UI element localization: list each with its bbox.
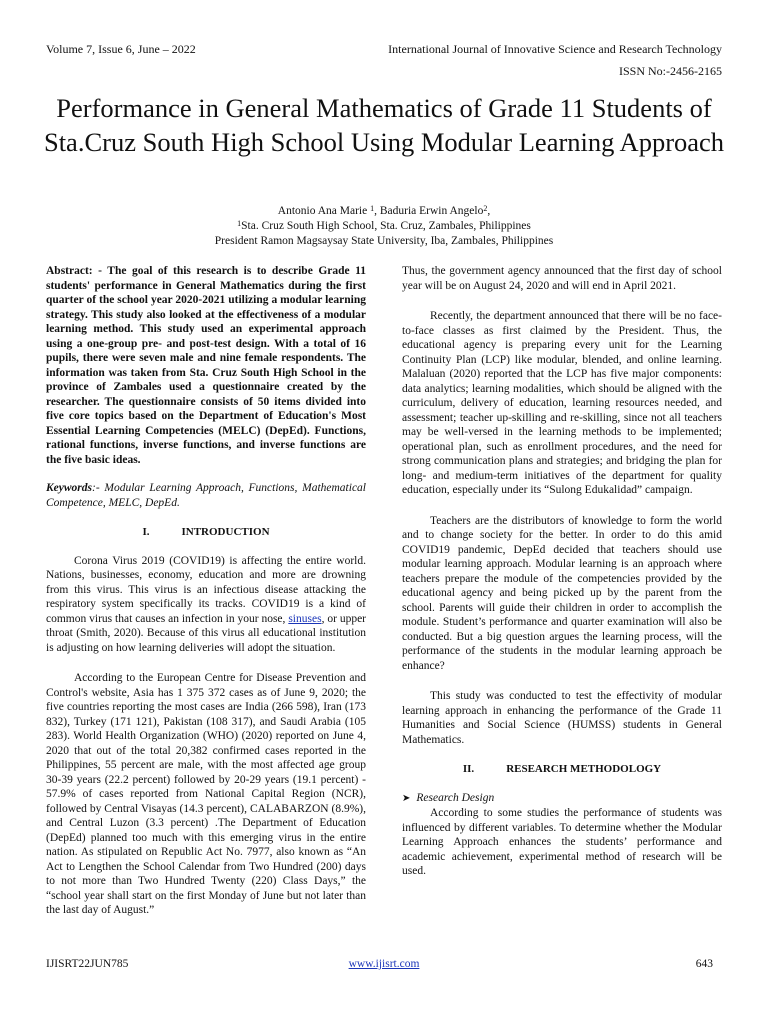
affiliation-sup: 1 xyxy=(237,219,242,228)
intro-paragraph-1 xyxy=(46,554,366,656)
affiliation-text: Sta. Cruz South High School, Sta. Cruz, Zambales, Philippines xyxy=(241,220,531,232)
section-title: RESEARCH METHODOLOGY xyxy=(506,763,662,775)
author-sup: 2 xyxy=(483,204,488,213)
right-paragraph-1: Thus, the government agency announced that the first day of school year will be on August 24, 2020 and will end in April 2021. xyxy=(402,265,722,292)
author-block xyxy=(40,204,728,249)
subsection-title: Research Design xyxy=(416,791,495,804)
author-separator: , xyxy=(374,205,380,217)
paragraph-text: , or upper throat (Smith, 2020). Because of this virus all educational institution is adjusting on how learning deliveries will adopt the situation. xyxy=(46,612,367,654)
volume-issue: Volume 7, Issue 6, June – 2022 xyxy=(46,42,196,56)
author-name: Antonio Ana Marie xyxy=(277,205,368,217)
affiliation-2: President Ramon Magsaysay State University, Iba, Zambales, Philippines xyxy=(214,235,554,247)
methodology-paragraph: According to some studies the performance of students was influenced by different variables. To determine whether the Modular Learning Approach enhances the students’ performance and academic achievement, experimental method of research will be used. xyxy=(402,807,722,877)
right-column xyxy=(402,264,722,879)
section-title: INTRODUCTION xyxy=(181,526,270,538)
paper-title: Performance in General Mathematics of Grade 11 Students of Sta.Cruz South High School Using Modular Learning Approach xyxy=(43,93,725,157)
footer-code: IJISRT22JUN785 xyxy=(46,958,129,970)
keywords xyxy=(46,481,366,510)
author-sup: 1 xyxy=(370,204,375,213)
right-paragraph-2: Recently, the department announced that there will be no face-to-face classes as first claimed by the President. Thus, the educational agency is preparing every unit for the Learning Continuity Plan (LCP) like modular, blended, and online learning. Malaluan (2020) reported that the LCP has five major components: data analytics; learning modalities, which should be aligned with the curriculum, delivery of education, learning resources needed, and assessment; teacher up-skilling and re-skilling, since not all teachers may be well-versed in the learning methods to be implemented; operational plan, such as enrollment procedures, and the need for strong communication plans and strategies; and bridging the plan for long- and medium-term initiatives of the department for quality education, especially under its “Sulong Edukalidad” campaign. xyxy=(402,310,722,496)
intro-paragraph-2: According to the European Centre for Disease Prevention and Control's website, Asia has 1 375 372 cases as of June 9, 2020; the five countries reporting the most cases are India (266 598), Iran (173 832), Turkey (171 121), Pakistan (108 317), and Saudi Arabia (105 283). World Health Organization (WHO) (2020) reported on June 4, 2020 that out of the total 20,382 confirmed cases reported in the Philippines, 55 percent are male, with the most affected age group 30-39 years (22.2 percent) followed by 20-29 years (19.1 percent) - 57.9% of cases reported from National Capital Region (NCR), followed by Central Visayas (14.3 percent), CALABARZON (8.9%), and Central Luzon (3.3 percent) .The Department of Education (DepEd) planned too much with this emerging virus in the entire nation. As stipulated on Republic Act No. 7977, also known as “An Act to Lengthen the School Calendar from Two Hundred (200) days to not more than Two Hundred Twenty (220) Class Days,” the “school year shall start on the first Monday of June but not later than the last day of August.” xyxy=(46,672,366,916)
subsection-research-design xyxy=(402,791,722,807)
section-heading-introduction xyxy=(46,525,366,540)
sinuses-link[interactable]: sinuses xyxy=(288,612,322,625)
right-paragraph-3: Teachers are the distributors of knowledge to form the world and to change society for the better. In order to do this amid COVID19 pandemic, DepEd decided that teachers should use modular learning approach. Modular learning is an approach where teachers prepare the module of the competencies provided by the educational agency and being picked up by the parent from the school. Parents will guide their children in order to accomplish the module. Student’s performance and quarter examination will also be conducted. But a big question argues the learning process, will the performance of the students in the modular learning approach be enhance? xyxy=(402,514,722,672)
author-line xyxy=(40,204,728,219)
keywords-text: :- Modular Learning Approach, Functions, Mathematical Competence, MELC, DepEd. xyxy=(46,482,366,509)
footer-website-link[interactable]: www.ijisrt.com xyxy=(348,958,420,970)
page-number: 643 xyxy=(695,958,713,970)
author-tail: , xyxy=(487,205,491,217)
arrow-bullet-icon: ➤ xyxy=(402,792,411,804)
issn: ISSN No:-2456-2165 xyxy=(618,64,722,78)
abstract: Abstract: - The goal of this research is to describe Grade 11 students' performance in General Mathematics during the first quarter of the school year 2020-2021 utilizing a modular learning strategy. This study also looked at the effectiveness of a modular learning method. This study used an experimental approach using a one-group pre- and post-test design. With a total of 16 pupils, there were seven male and nine female respondents. The information was taken from Sta. Cruz South High School in the province of Zambales used a questionnaire created by the researcher. The questionnaire consists of 50 items divided into five core topics based on the Department of Education's Most Essential Learning Competencies (MELC) (DepEd). Functions, rational functions, inverse functions, and inverse functions are the five basic ideas. xyxy=(46,265,366,466)
author-name: Baduria Erwin Angelo xyxy=(379,205,484,217)
section-heading-methodology xyxy=(402,762,722,777)
affiliation-1 xyxy=(40,219,728,234)
left-column xyxy=(46,264,366,918)
journal-name: International Journal of Innovative Science and Research Technology xyxy=(388,42,722,56)
right-paragraph-4: This study was conducted to test the effectivity of modular learning approach in enhancing the performance of the Grade 11 Humanities and Social Science (HUMSS) students in General Mathematics. xyxy=(402,690,722,746)
section-number: II. xyxy=(462,763,475,775)
keywords-label: Keywords xyxy=(46,482,92,494)
paragraph-text: Corona Virus 2019 (COVID19) is affecting the entire world. Nations, businesses, economy, education and more are drowning from this virus. This virus is an infectious disease attacking the respiratory system specifically its tracks. COVID19 is a kind of common virus that causes an infection in your nose, xyxy=(46,554,366,625)
section-number: I. xyxy=(142,526,150,538)
